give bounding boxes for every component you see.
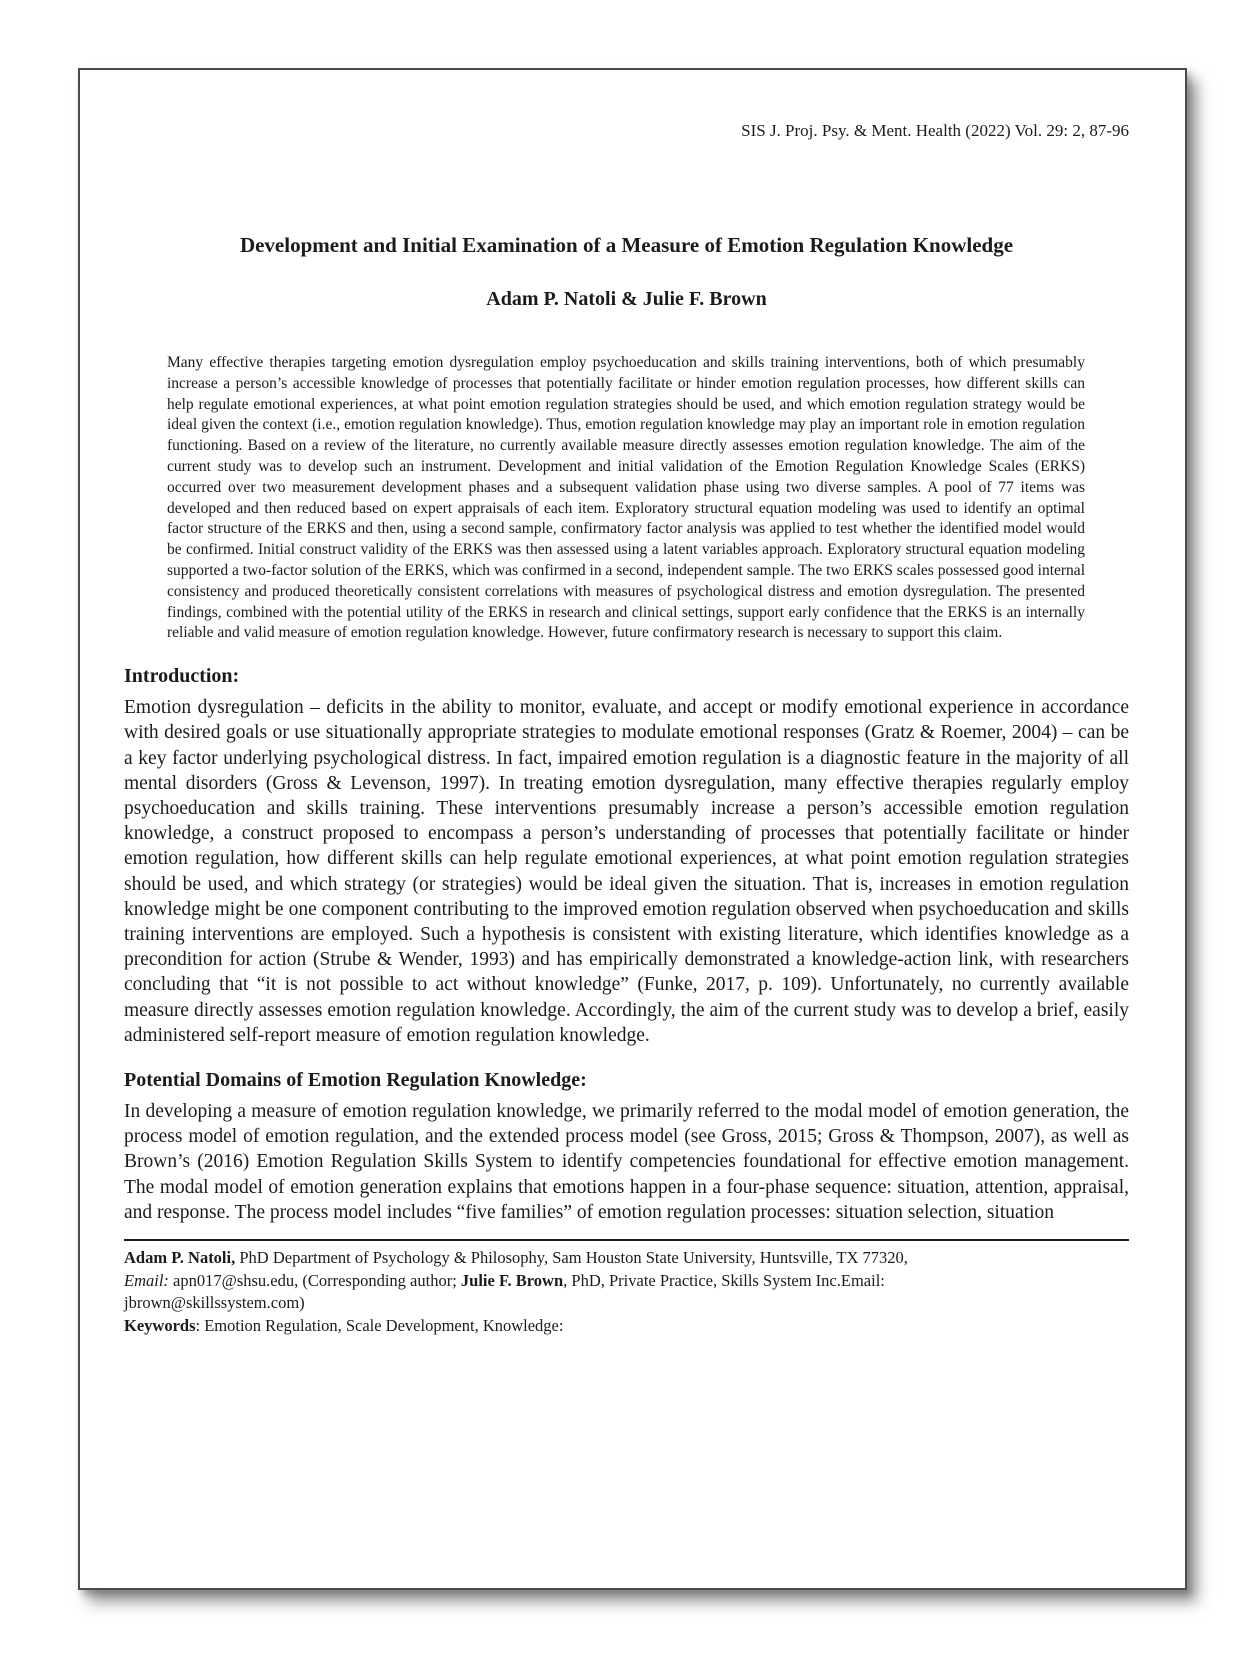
- footnote-author2-name: Julie F. Brown: [460, 1270, 564, 1290]
- footnote-author1-affiliation: PhD Department of Psychology & Philosophy, Sam Houston State University, Huntsville, TX 77320,: [235, 1248, 908, 1268]
- footnote-separator-rule: [124, 1239, 1129, 1241]
- footnote-email-label: Email:: [124, 1270, 169, 1290]
- footnote-line-author1: [124, 1247, 1129, 1270]
- footnote-line-email: [124, 1270, 1129, 1293]
- abstract-text: Many effective therapies targeting emotion dysregulation employ psychoeducation and skills training interventions, both of which presumably increase a person’s accessible knowledge of processes that potentially facilitate or hinder emotion regulation processes, how different skills can help regulate emotional experiences, at what point emotion regulation strategies should be used, and which emotion regulation strategy would be ideal given the context (i.e., emotion regulation knowledge). Thus, emotion regulation knowledge may play an important role in emotion regulation functioning. Based on a review of the literature, no currently available measure directly assesses emotion regulation knowledge. The aim of the current study was to develop such an instrument. Development and initial validation of the Emotion Regulation Knowledge Scales (ERKS) occurred over two measurement development phases and a subsequent validation phase using two diverse samples. A pool of 77 items was developed and then reduced based on expert appraisals of each item. Exploratory structural equation modeling was used to identify an optimal factor structure of the ERKS and then, using a second sample, confirmatory factor analysis was applied to test whether the identified model would be confirmed. Initial construct validity of the ERKS was then assessed using a latent variables approach. Exploratory structural equation modeling supported a two-factor solution of the ERKS, which was confirmed in a second, independent sample. The two ERKS scales possessed good internal consistency and produced theoretically consistent correlations with measures of psychological distress and emotion dysregulation. The presented findings, combined with the potential utility of the ERKS in research and clinical settings, support early confidence that the ERKS is an internally reliable and valid measure of emotion regulation knowledge. However, future confirmatory research is necessary to support this claim.: [167, 354, 1085, 642]
- footnote-author1-name: Adam P. Natoli,: [124, 1248, 236, 1268]
- footnote-keywords-list: : Emotion Regulation, Scale Development, Knowledge:: [195, 1315, 564, 1335]
- section-heading-introduction: Introduction:: [124, 665, 240, 688]
- journal-citation-header: SIS J. Proj. Psy. & Ment. Health (2022) Vol. 29: 2, 87-96: [741, 121, 1129, 140]
- footnote-block: [124, 1247, 1129, 1337]
- footnote-email-value: apn017@shsu.edu, (Corresponding author;: [168, 1270, 461, 1290]
- introduction-paragraph: Emotion dysregulation – deficits in the ability to monitor, evaluate, and accept or modify emotional experience in accordance with desired goals or use situationally appropriate strategies to modulate emotional responses (Gratz & Roemer, 2004) – can be a key factor underlying psychological distress. In fact, impaired emotion regulation is a diagnostic feature in the majority of all mental disorders (Gross & Levenson, 1997). In treating emotion dysregulation, many effective therapies regularly employ psychoeducation and skills training. These interventions presumably increase a person’s accessible emotion regulation knowledge, a construct proposed to encompass a person’s understanding of processes that potentially facilitate or hinder emotion regulation, how different skills can help regulate emotional experiences, at what point emotion regulation strategies should be used, and which strategy (or strategies) would be ideal given the situation. That is, increases in emotion regulation knowledge might be one component contributing to the improved emotion regulation observed when psychoeducation and skills training interventions are employed. Such a hypothesis is consistent with existing literature, which identifies knowledge as a precondition for action (Strube & Wender, 1993) and has empirically demonstrated a knowledge-action link, with researchers concluding that “it is not possible to act without knowledge” (Funke, 2017, p. 109). Unfortunately, no currently available measure directly assesses emotion regulation knowledge. Accordingly, the aim of the current study was to develop a brief, easily administered self-report measure of emotion regulation knowledge.: [124, 697, 1129, 1046]
- footnote-line-email2: [124, 1292, 1129, 1315]
- footnote-line-keywords: [124, 1315, 1129, 1338]
- paper-authors: Adam P. Natoli & Julie F. Brown: [486, 288, 767, 310]
- paper-title: Development and Initial Examination of a Measure of Emotion Regulation Knowledge: [239, 233, 1014, 257]
- potential-domains-paragraph: In developing a measure of emotion regulation knowledge, we primarily referred to the modal model of emotion generation, the process model of emotion regulation, and the extended process model (see Gross, 2015; Gross & Thompson, 2007), as well as Brown’s (2016) Emotion Regulation Skills System to identify competencies foundational for effective emotion management. The modal model of emotion generation explains that emotions happen in a four-phase sequence: situation, attention, appraisal, and response. The process model includes “five families” of emotion regulation processes: situation selection, situation: [124, 1101, 1129, 1223]
- footnote-keywords-label: Keywords: [124, 1315, 196, 1335]
- section-heading-potential-domains: Potential Domains of Emotion Regulation Knowledge:: [124, 1069, 587, 1091]
- page-content: [80, 120, 1185, 1337]
- footnote-author2-affiliation: , PhD, Private Practice, Skills System Inc.Email:: [563, 1270, 885, 1290]
- paper-page: [78, 68, 1187, 1590]
- footnote-email2-value: jbrown@skillssystem.com): [124, 1293, 305, 1313]
